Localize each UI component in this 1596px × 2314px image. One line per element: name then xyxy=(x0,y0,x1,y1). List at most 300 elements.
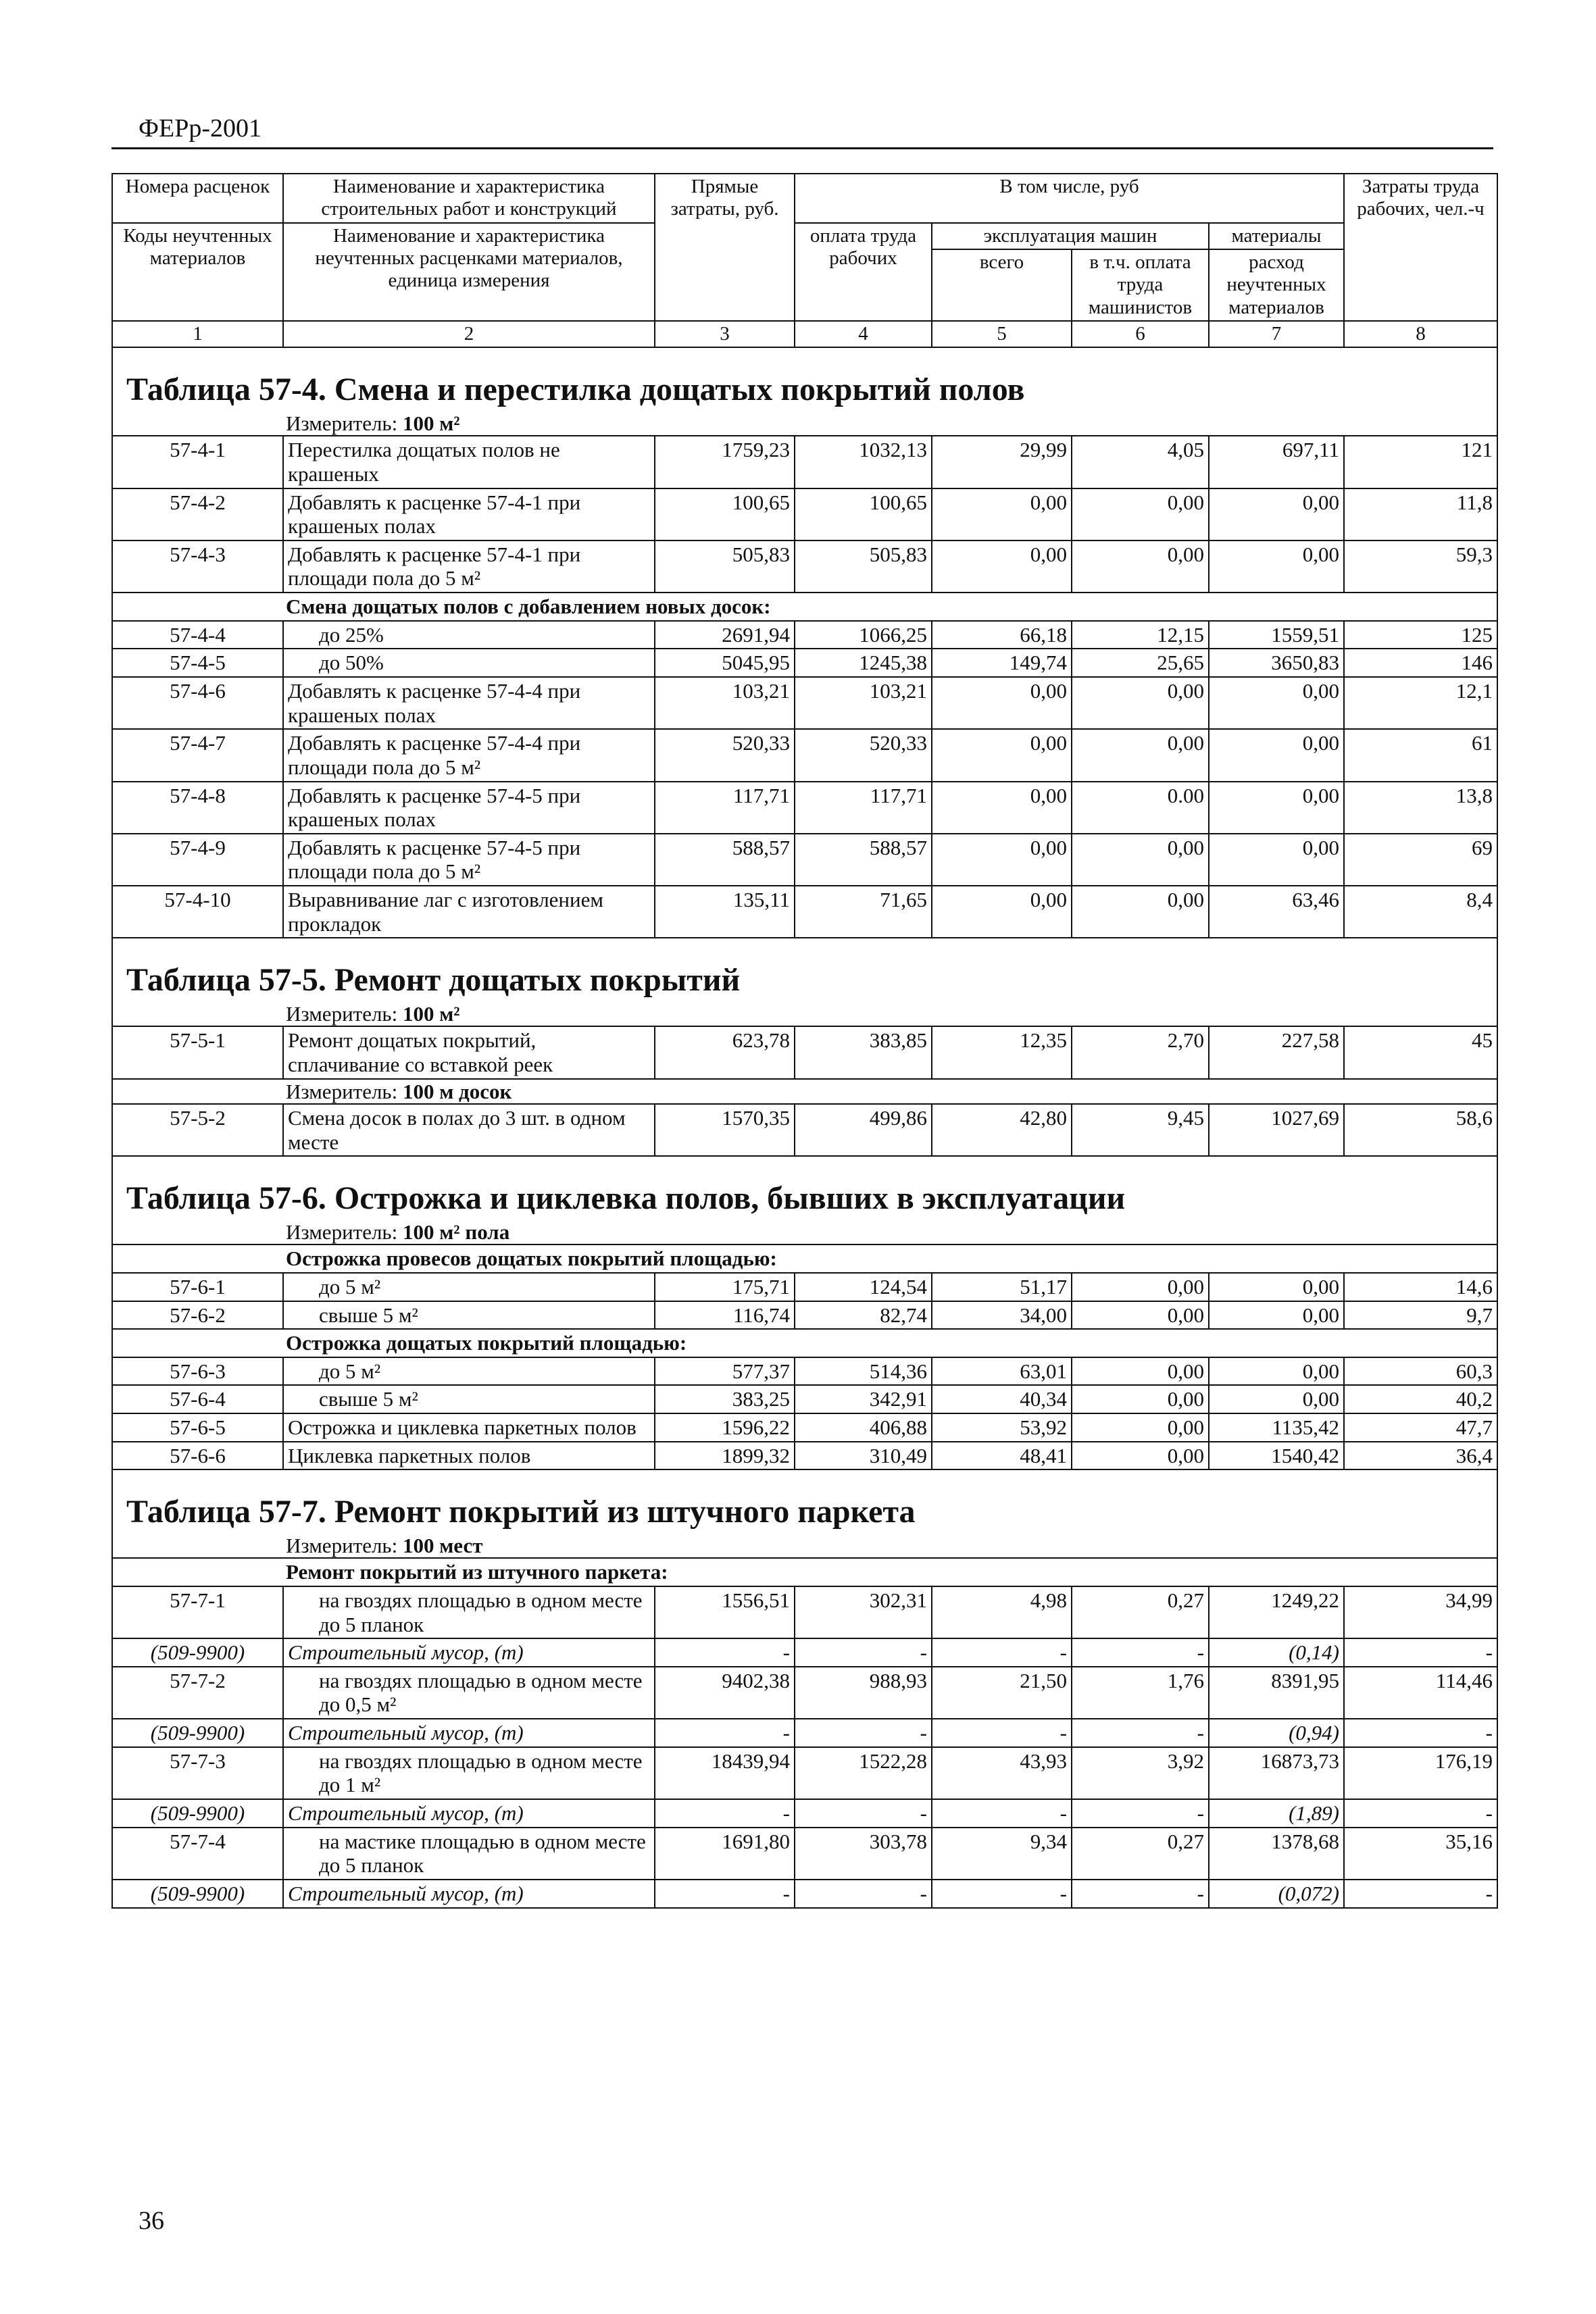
name-text: Добавлять к расценке 57-4-4 при крашеных полах xyxy=(288,679,581,727)
materials-cell: 1135,42 xyxy=(1209,1413,1344,1442)
subheading-row xyxy=(112,1558,1497,1586)
labor-hours-cell: 13,8 xyxy=(1344,782,1497,834)
work-name xyxy=(283,1586,655,1638)
materials-cell: 0,00 xyxy=(1209,834,1344,886)
machines-total-cell: - xyxy=(932,1880,1072,1908)
machines-pay-cell: - xyxy=(1072,1719,1209,1747)
labor-pay-cell: 117,71 xyxy=(795,782,932,834)
machines-pay-cell: 0,00 xyxy=(1072,1273,1209,1301)
table-row xyxy=(112,1273,1497,1301)
table-row xyxy=(112,1385,1497,1413)
machines-pay-cell: 0,27 xyxy=(1072,1828,1209,1880)
subheading: Острожка дощатых покрытий площадью: xyxy=(286,1331,687,1355)
work-name xyxy=(283,834,655,886)
labor-hours-cell: 176,19 xyxy=(1344,1747,1497,1799)
material-row xyxy=(112,1719,1497,1747)
name-text: Ремонт дощатых покрытий, сплачивание со вставкой реек xyxy=(288,1028,553,1076)
name-text: Добавлять к расценке 57-4-4 при площади пола до 5 м² xyxy=(288,731,581,779)
direct-costs-cell: 9402,38 xyxy=(655,1667,795,1719)
name-text: Добавлять к расценке 57-4-1 при крашеных полах xyxy=(288,490,581,538)
direct-costs-cell: 175,71 xyxy=(655,1273,795,1301)
work-name xyxy=(283,1273,655,1301)
rate-code: 57-4-9 xyxy=(112,834,283,886)
direct-costs-cell: 135,11 xyxy=(655,886,795,938)
labor-hours-cell: 40,2 xyxy=(1344,1385,1497,1413)
material-code: (509-9900) xyxy=(112,1799,283,1828)
materials-cell: 1378,68 xyxy=(1209,1828,1344,1880)
materials-cell: (0,072) xyxy=(1209,1880,1344,1908)
rate-code: 57-6-1 xyxy=(112,1273,283,1301)
labor-hours-cell: - xyxy=(1344,1719,1497,1747)
materials-cell: 0,00 xyxy=(1209,1385,1344,1413)
table-row xyxy=(112,621,1497,649)
measure-label: Измеритель: xyxy=(286,411,398,435)
material-name xyxy=(283,1638,655,1667)
measure-value: 100 м² xyxy=(402,1001,460,1026)
labor-hours-cell: 114,46 xyxy=(1344,1667,1497,1719)
materials-cell: 63,46 xyxy=(1209,886,1344,938)
direct-costs-cell: 2691,94 xyxy=(655,621,795,649)
direct-costs-cell: - xyxy=(655,1638,795,1667)
work-name xyxy=(283,621,655,649)
machines-total-cell: 9,34 xyxy=(932,1828,1072,1880)
work-name xyxy=(283,488,655,540)
material-name xyxy=(283,1719,655,1747)
name-text: на гвоздях площадью в одном месте до 0,5 м² xyxy=(319,1668,643,1717)
name-text: Добавлять к расценке 57-4-5 при крашеных полах xyxy=(288,783,581,832)
labor-pay-cell: 103,21 xyxy=(795,677,932,729)
column-number: 6 xyxy=(1072,321,1209,347)
materials-cell: 0,00 xyxy=(1209,1357,1344,1386)
materials-cell: 0,00 xyxy=(1209,1273,1344,1301)
measure-label: Измеритель: xyxy=(286,1533,398,1557)
direct-costs-cell: 505,83 xyxy=(655,540,795,593)
direct-costs-cell: 117,71 xyxy=(655,782,795,834)
measure-row xyxy=(112,1534,1497,1559)
materials-cell: 697,11 xyxy=(1209,436,1344,488)
material-code: (509-9900) xyxy=(112,1719,283,1747)
machines-total-cell: 0,00 xyxy=(932,488,1072,540)
labor-pay-cell: 310,49 xyxy=(795,1442,932,1470)
machines-pay-cell: 0,00 xyxy=(1072,1385,1209,1413)
measure-row xyxy=(112,1220,1497,1245)
machines-total-cell: 63,01 xyxy=(932,1357,1072,1386)
name-text: Выравнивание лаг с изготовлением прокладок xyxy=(288,888,603,936)
table-title-row xyxy=(112,1156,1497,1219)
work-name xyxy=(283,729,655,781)
table-title: Таблица 57-6. Острожка и циклевка полов, бывших в эксплуатации xyxy=(112,1156,1497,1219)
machines-pay-cell: 0,00 xyxy=(1072,540,1209,593)
col-materials-sub-header: расход неучтенных материалов xyxy=(1209,249,1344,321)
measure-unit xyxy=(117,1080,1493,1104)
materials-cell: 8391,95 xyxy=(1209,1667,1344,1719)
work-name xyxy=(283,1301,655,1330)
machines-pay-cell: 25,65 xyxy=(1072,649,1209,677)
labor-hours-cell: 59,3 xyxy=(1344,540,1497,593)
labor-pay-cell: 1245,38 xyxy=(795,649,932,677)
labor-hours-cell: 34,99 xyxy=(1344,1586,1497,1638)
table-row xyxy=(112,1026,1497,1078)
work-name xyxy=(283,649,655,677)
labor-hours-cell: 61 xyxy=(1344,729,1497,781)
table-row xyxy=(112,1828,1497,1880)
material-code: (509-9900) xyxy=(112,1880,283,1908)
rate-code: 57-4-7 xyxy=(112,729,283,781)
machines-total-cell: 40,34 xyxy=(932,1385,1072,1413)
machines-pay-cell: 0,27 xyxy=(1072,1586,1209,1638)
name-text: на мастике площадью в одном месте до 5 планок xyxy=(319,1829,646,1878)
materials-cell: (1,89) xyxy=(1209,1799,1344,1828)
column-number: 4 xyxy=(795,321,932,347)
machines-pay-cell: 0,00 xyxy=(1072,1442,1209,1470)
labor-pay-cell: 505,83 xyxy=(795,540,932,593)
table-row xyxy=(112,1104,1497,1156)
rate-code: 57-4-5 xyxy=(112,649,283,677)
material-code: (509-9900) xyxy=(112,1638,283,1667)
machines-total-cell: 34,00 xyxy=(932,1301,1072,1330)
material-row xyxy=(112,1638,1497,1667)
name-text: Строительный мусор, (т) xyxy=(288,1801,524,1825)
measure-row xyxy=(112,1002,1497,1027)
subheading-row xyxy=(112,1329,1497,1357)
labor-pay-cell: 499,86 xyxy=(795,1104,932,1156)
work-name xyxy=(283,1026,655,1078)
labor-pay-cell: 124,54 xyxy=(795,1273,932,1301)
col-material-codes-header: Коды неучтенных материалов xyxy=(112,223,283,321)
rate-code: 57-6-6 xyxy=(112,1442,283,1470)
rate-code: 57-5-1 xyxy=(112,1026,283,1078)
page-number: 36 xyxy=(139,2207,164,2235)
rate-code: 57-6-3 xyxy=(112,1357,283,1386)
machines-pay-cell: 0,00 xyxy=(1072,488,1209,540)
name-text: Смена досок в полах до 3 шт. в одном месте xyxy=(288,1106,626,1154)
direct-costs-cell: - xyxy=(655,1799,795,1828)
work-name xyxy=(283,1747,655,1799)
materials-cell: 16873,73 xyxy=(1209,1747,1344,1799)
col-direct-costs-header: Прямые затраты, руб. xyxy=(655,174,795,321)
col-machines-pay-header: в т.ч. оплата труда машинистов xyxy=(1072,249,1209,321)
name-text: Циклевка паркетных полов xyxy=(288,1443,531,1467)
subheading-row xyxy=(112,593,1497,621)
rate-code: 57-4-6 xyxy=(112,677,283,729)
measure-unit xyxy=(117,1002,1493,1026)
labor-pay-cell: - xyxy=(795,1719,932,1747)
direct-costs-cell: 1899,32 xyxy=(655,1442,795,1470)
table-row xyxy=(112,1413,1497,1442)
machines-total-cell: 53,92 xyxy=(932,1413,1072,1442)
labor-pay-cell: 100,65 xyxy=(795,488,932,540)
table-title-row xyxy=(112,347,1497,411)
labor-pay-cell: - xyxy=(795,1880,932,1908)
machines-pay-cell: 0,00 xyxy=(1072,1301,1209,1330)
work-name xyxy=(283,1413,655,1442)
work-name xyxy=(283,1357,655,1386)
labor-hours-cell: 60,3 xyxy=(1344,1357,1497,1386)
machines-total-cell: 0,00 xyxy=(932,834,1072,886)
labor-pay-cell: 406,88 xyxy=(795,1413,932,1442)
rate-code: 57-6-5 xyxy=(112,1413,283,1442)
column-number: 5 xyxy=(932,321,1072,347)
machines-pay-cell: 2,70 xyxy=(1072,1026,1209,1078)
name-text: до 5 м² xyxy=(319,1359,381,1383)
table-row xyxy=(112,488,1497,540)
measure-value: 100 м² пола xyxy=(402,1219,510,1244)
machines-pay-cell: - xyxy=(1072,1799,1209,1828)
materials-cell: (0,14) xyxy=(1209,1638,1344,1667)
materials-cell: 1540,42 xyxy=(1209,1442,1344,1470)
work-name xyxy=(283,782,655,834)
machines-total-cell: 0,00 xyxy=(932,677,1072,729)
labor-pay-cell: 588,57 xyxy=(795,834,932,886)
direct-costs-cell: 588,57 xyxy=(655,834,795,886)
subheading: Смена дощатых полов с добавлением новых досок: xyxy=(286,595,771,619)
labor-pay-cell: 71,65 xyxy=(795,886,932,938)
machines-total-cell: - xyxy=(932,1638,1072,1667)
labor-pay-cell: 1066,25 xyxy=(795,621,932,649)
labor-hours-cell: 58,6 xyxy=(1344,1104,1497,1156)
labor-pay-cell: 520,33 xyxy=(795,729,932,781)
labor-pay-cell: 383,85 xyxy=(795,1026,932,1078)
labor-hours-cell: 11,8 xyxy=(1344,488,1497,540)
name-text: до 50% xyxy=(319,651,384,675)
table-row xyxy=(112,886,1497,938)
machines-total-cell: 43,93 xyxy=(932,1747,1072,1799)
subheading: Острожка провесов дощатых покрытий площадью: xyxy=(286,1247,777,1271)
name-text: Строительный мусор, (т) xyxy=(288,1640,524,1665)
labor-hours-cell: 125 xyxy=(1344,621,1497,649)
direct-costs-cell: 100,65 xyxy=(655,488,795,540)
col-including-header: В том числе, руб xyxy=(795,174,1344,223)
machines-total-cell: 29,99 xyxy=(932,436,1072,488)
name-text: Перестилка дощатых полов не крашеных xyxy=(288,438,560,486)
materials-cell: (0,94) xyxy=(1209,1719,1344,1747)
rate-code: 57-7-4 xyxy=(112,1828,283,1880)
rate-code: 57-7-1 xyxy=(112,1586,283,1638)
direct-costs-cell: 1570,35 xyxy=(655,1104,795,1156)
materials-cell: 0,00 xyxy=(1209,488,1344,540)
direct-costs-cell: - xyxy=(655,1719,795,1747)
material-name xyxy=(283,1799,655,1828)
direct-costs-cell: 116,74 xyxy=(655,1301,795,1330)
table-row xyxy=(112,1667,1497,1719)
labor-hours-cell: 35,16 xyxy=(1344,1828,1497,1880)
direct-costs-cell: 623,78 xyxy=(655,1026,795,1078)
col-labor-header: Затраты труда рабочих, чел.-ч xyxy=(1344,174,1497,321)
labor-pay-cell: 303,78 xyxy=(795,1828,932,1880)
labor-pay-cell: 82,74 xyxy=(795,1301,932,1330)
subheading-row xyxy=(112,1244,1497,1273)
materials-cell: 0,00 xyxy=(1209,677,1344,729)
measure-unit xyxy=(117,411,1493,436)
work-name xyxy=(283,886,655,938)
materials-cell: 0,00 xyxy=(1209,1301,1344,1330)
rate-code: 57-4-8 xyxy=(112,782,283,834)
machines-total-cell: 0,00 xyxy=(932,540,1072,593)
measure-label: Измеритель: xyxy=(286,1219,398,1244)
direct-costs-cell: 1691,80 xyxy=(655,1828,795,1880)
materials-cell: 1249,22 xyxy=(1209,1586,1344,1638)
col-machines-header: эксплуатация машин xyxy=(932,223,1209,249)
table-row xyxy=(112,1747,1497,1799)
machines-total-cell: 42,80 xyxy=(932,1104,1072,1156)
name-text: на гвоздях площадью в одном месте до 5 планок xyxy=(319,1588,643,1636)
machines-pay-cell: 0,00 xyxy=(1072,834,1209,886)
table-header xyxy=(112,174,1497,347)
rate-code: 57-4-3 xyxy=(112,540,283,593)
machines-pay-cell: 9,45 xyxy=(1072,1104,1209,1156)
rate-code: 57-6-4 xyxy=(112,1385,283,1413)
measure-value: 100 мест xyxy=(402,1533,483,1557)
rate-code: 57-5-2 xyxy=(112,1104,283,1156)
labor-hours-cell: - xyxy=(1344,1880,1497,1908)
table-row xyxy=(112,1442,1497,1470)
name-text: на гвоздях площадью в одном месте до 1 м² xyxy=(319,1749,643,1797)
materials-cell: 3650,83 xyxy=(1209,649,1344,677)
machines-total-cell: - xyxy=(932,1799,1072,1828)
machines-total-cell: 51,17 xyxy=(932,1273,1072,1301)
rate-code: 57-4-1 xyxy=(112,436,283,488)
direct-costs-cell: 1759,23 xyxy=(655,436,795,488)
machines-pay-cell: - xyxy=(1072,1880,1209,1908)
machines-total-cell: 0,00 xyxy=(932,729,1072,781)
table-title: Таблица 57-5. Ремонт дощатых покрытий xyxy=(112,938,1497,1001)
document-code: ФЕРр-2001 xyxy=(139,114,262,143)
material-row xyxy=(112,1880,1497,1908)
name-text: Острожка и циклевка паркетных полов xyxy=(288,1415,637,1440)
name-text: Добавлять к расценке 57-4-5 при площади пола до 5 м² xyxy=(288,835,581,884)
column-number: 1 xyxy=(112,321,283,347)
col-material-name-header: Наименование и характеристика неучтенных расценками материалов, единица измерения xyxy=(283,223,655,321)
materials-cell: 1559,51 xyxy=(1209,621,1344,649)
work-name xyxy=(283,1442,655,1470)
labor-pay-cell: 1522,28 xyxy=(795,1747,932,1799)
labor-pay-cell: 514,36 xyxy=(795,1357,932,1386)
direct-costs-cell: 383,25 xyxy=(655,1385,795,1413)
work-name xyxy=(283,436,655,488)
rate-code: 57-4-10 xyxy=(112,886,283,938)
table-row xyxy=(112,1586,1497,1638)
machines-total-cell: 66,18 xyxy=(932,621,1072,649)
name-text: свыше 5 м² xyxy=(319,1303,418,1327)
column-numbers-row xyxy=(112,321,1497,347)
rate-code: 57-7-3 xyxy=(112,1747,283,1799)
labor-hours-cell: 12,1 xyxy=(1344,677,1497,729)
col-machines-total-header: всего xyxy=(932,249,1072,321)
work-name xyxy=(283,1385,655,1413)
name-text: до 25% xyxy=(319,622,384,647)
machines-pay-cell: 0,00 xyxy=(1072,886,1209,938)
rate-code: 57-4-4 xyxy=(112,621,283,649)
table-row xyxy=(112,540,1497,593)
table-row xyxy=(112,1357,1497,1386)
work-name xyxy=(283,1104,655,1156)
table-row xyxy=(112,649,1497,677)
measure-label: Измеритель: xyxy=(286,1001,398,1026)
labor-hours-cell: 146 xyxy=(1344,649,1497,677)
price-table xyxy=(111,173,1498,1909)
labor-hours-cell: 9,7 xyxy=(1344,1301,1497,1330)
column-number: 2 xyxy=(283,321,655,347)
labor-hours-cell: 47,7 xyxy=(1344,1413,1497,1442)
machines-total-cell: 12,35 xyxy=(932,1026,1072,1078)
table-row xyxy=(112,834,1497,886)
column-number: 7 xyxy=(1209,321,1344,347)
labor-pay-cell: - xyxy=(795,1799,932,1828)
table-body xyxy=(112,347,1497,1907)
work-name xyxy=(283,540,655,593)
materials-cell: 1027,69 xyxy=(1209,1104,1344,1156)
measure-value: 100 м досок xyxy=(402,1079,512,1103)
header-rule xyxy=(111,147,1493,149)
direct-costs-cell: 103,21 xyxy=(655,677,795,729)
rate-code: 57-7-2 xyxy=(112,1667,283,1719)
table-title-row xyxy=(112,1469,1497,1533)
direct-costs-cell: 5045,95 xyxy=(655,649,795,677)
labor-pay-cell: - xyxy=(795,1638,932,1667)
rate-code: 57-4-2 xyxy=(112,488,283,540)
table-row xyxy=(112,729,1497,781)
name-text: до 5 м² xyxy=(319,1274,381,1299)
table-row xyxy=(112,436,1497,488)
rate-code: 57-6-2 xyxy=(112,1301,283,1330)
table-row xyxy=(112,1301,1497,1330)
machines-pay-cell: 1,76 xyxy=(1072,1667,1209,1719)
materials-cell: 0,00 xyxy=(1209,540,1344,593)
table-title: Таблица 57-4. Смена и перестилка дощатых покрытий полов xyxy=(112,347,1497,411)
measure-row xyxy=(112,411,1497,436)
machines-total-cell: 48,41 xyxy=(932,1442,1072,1470)
machines-pay-cell: 0,00 xyxy=(1072,1357,1209,1386)
direct-costs-cell: - xyxy=(655,1880,795,1908)
machines-pay-cell: 0,00 xyxy=(1072,1413,1209,1442)
labor-hours-cell: 36,4 xyxy=(1344,1442,1497,1470)
direct-costs-cell: 577,37 xyxy=(655,1357,795,1386)
labor-hours-cell: 69 xyxy=(1344,834,1497,886)
measure-unit xyxy=(117,1534,1493,1558)
table-title: Таблица 57-7. Ремонт покрытий из штучного паркета xyxy=(112,1469,1497,1533)
labor-hours-cell: - xyxy=(1344,1799,1497,1828)
table-row xyxy=(112,782,1497,834)
machines-pay-cell: 4,05 xyxy=(1072,436,1209,488)
materials-cell: 0,00 xyxy=(1209,729,1344,781)
direct-costs-cell: 520,33 xyxy=(655,729,795,781)
machines-total-cell: 0,00 xyxy=(932,886,1072,938)
labor-pay-cell: 302,31 xyxy=(795,1586,932,1638)
machines-total-cell: 21,50 xyxy=(932,1667,1072,1719)
machines-pay-cell: 0,00 xyxy=(1072,729,1209,781)
measure-label: Измеритель: xyxy=(286,1079,398,1103)
labor-pay-cell: 342,91 xyxy=(795,1385,932,1413)
name-text: Добавлять к расценке 57-4-1 при площади пола до 5 м² xyxy=(288,542,581,590)
name-text: свыше 5 м² xyxy=(319,1387,418,1411)
labor-pay-cell: 1032,13 xyxy=(795,436,932,488)
column-number: 3 xyxy=(655,321,795,347)
machines-total-cell: - xyxy=(932,1719,1072,1747)
labor-hours-cell: 8,4 xyxy=(1344,886,1497,938)
name-text: Строительный мусор, (т) xyxy=(288,1881,524,1905)
machines-pay-cell: 0.00 xyxy=(1072,782,1209,834)
labor-hours-cell: - xyxy=(1344,1638,1497,1667)
machines-total-cell: 0,00 xyxy=(932,782,1072,834)
work-name xyxy=(283,677,655,729)
table-row xyxy=(112,677,1497,729)
labor-hours-cell: 121 xyxy=(1344,436,1497,488)
machines-pay-cell: 12,15 xyxy=(1072,621,1209,649)
direct-costs-cell: 1556,51 xyxy=(655,1586,795,1638)
col-name-header: Наименование и характеристика строительных работ и конструкций xyxy=(283,174,655,223)
machines-pay-cell: 0,00 xyxy=(1072,677,1209,729)
measure-value: 100 м² xyxy=(402,411,460,435)
